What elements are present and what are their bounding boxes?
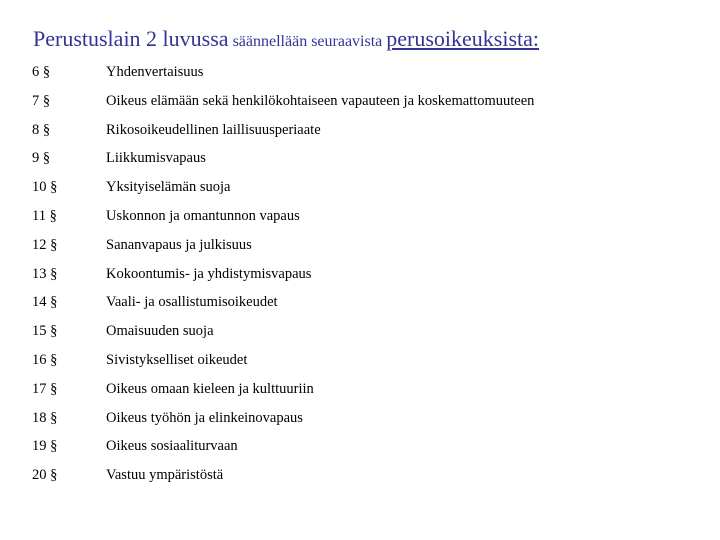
section-title: Yksityiselämän suoja <box>106 179 231 196</box>
section-number: 14 § <box>32 294 58 311</box>
section-number: 11 § <box>32 207 57 224</box>
section-title: Kokoontumis- ja yhdistymisvapaus <box>106 265 312 282</box>
section-title: Yhdenvertaisuus <box>106 64 204 80</box>
section-title: Sivistykselliset oikeudet <box>106 351 248 368</box>
section-number: 7 § <box>32 92 51 109</box>
section-number: 16 § <box>32 351 58 368</box>
section-title: Liikkumisvapaus <box>106 150 206 167</box>
title-part-2: säännellään seuraavista <box>232 33 383 50</box>
section-title: Oikeus omaan kieleen ja kulttuuriin <box>106 380 314 397</box>
section-number: 8 § <box>32 121 51 138</box>
section-number: 13 § <box>32 265 58 282</box>
title-part-3: perusoikeuksista: <box>386 26 540 51</box>
section-number: 20 § <box>32 467 58 484</box>
section-number: 17 § <box>32 380 58 397</box>
section-title: Oikeus sosiaaliturvaan <box>106 438 238 455</box>
section-number: 10 § <box>32 179 58 196</box>
section-title: Vastuu ympäristöstä <box>106 467 224 484</box>
section-number: 15 § <box>32 323 58 340</box>
section-number: 12 § <box>32 236 58 253</box>
section-title: Sananvapaus ja julkisuus <box>106 236 252 253</box>
section-title: Omaisuuden suoja <box>106 323 214 340</box>
slide-title <box>33 26 539 52</box>
section-title: Vaali- ja osallistumisoikeudet <box>106 294 278 311</box>
section-title: Rikosoikeudellinen laillisuusperiaate <box>106 121 321 138</box>
section-number: 9 § <box>32 150 51 167</box>
section-number: 19 § <box>32 438 58 455</box>
section-title: Uskonnon ja omantunnon vapaus <box>106 207 300 224</box>
section-number: 6 § <box>32 64 51 80</box>
section-title: Oikeus elämään sekä henkilökohtaiseen vapauteen ja koskemattomuuteen <box>106 92 535 109</box>
section-number: 18 § <box>32 409 58 426</box>
section-title: Oikeus työhön ja elinkeinovapaus <box>106 409 303 426</box>
title-part-1: Perustuslain 2 luvussa <box>33 26 229 51</box>
